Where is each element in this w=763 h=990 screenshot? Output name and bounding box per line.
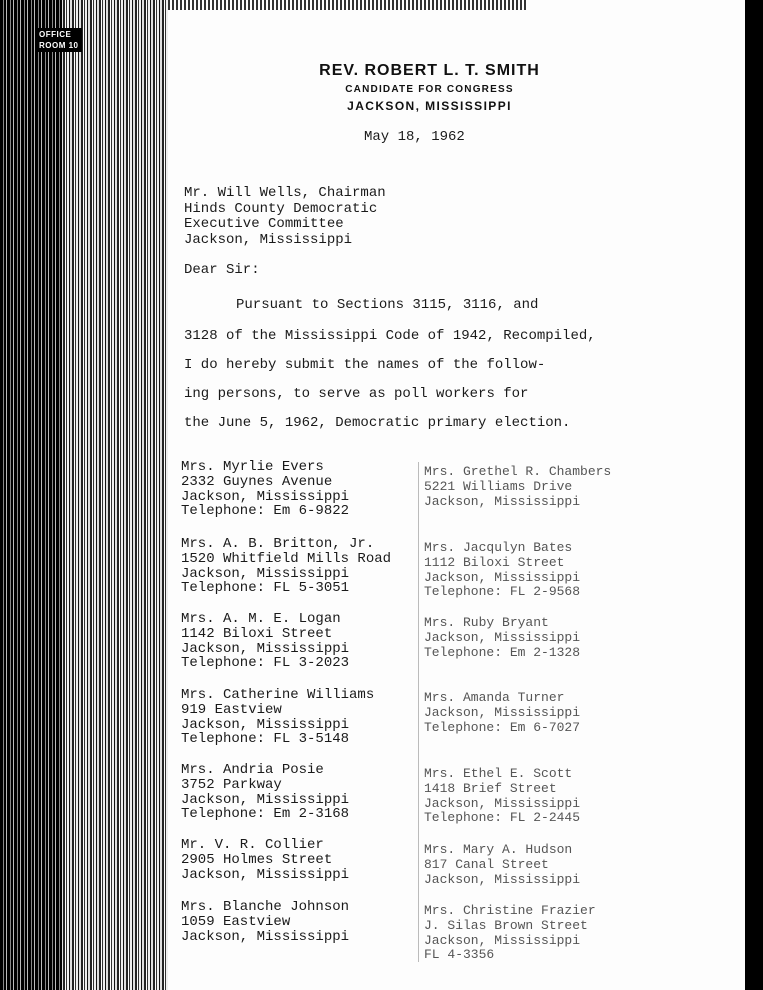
worker-street: 919 Eastview — [181, 701, 282, 718]
worker-city: Jackson, Mississippi — [424, 795, 581, 811]
worker-phone: Telephone: Em 6-9822 — [181, 503, 350, 520]
recipient-line: Executive Committee — [184, 216, 344, 232]
letterhead-title: CANDIDATE FOR CONGRESS — [345, 84, 514, 95]
worker-name: Mrs. Ruby Bryant — [424, 615, 549, 630]
letterhead-name: REV. ROBERT L. T. SMITH — [319, 62, 540, 79]
poll-worker-entry — [424, 541, 580, 600]
worker-name: Mrs. Grethel R. Chambers — [424, 464, 612, 479]
worker-name: Mrs. A. B. Britton, Jr. — [181, 536, 375, 552]
worker-city: Jackson, Mississippi — [424, 871, 581, 887]
poll-worker-entry — [424, 904, 596, 963]
stamp-line-1: OFFICE — [39, 30, 72, 39]
worker-city: Jackson, Mississippi — [181, 565, 350, 582]
worker-city: Jackson, Mississippi — [181, 791, 350, 808]
worker-name: Mrs. Mary A. Hudson — [424, 842, 573, 857]
poll-worker-entry — [424, 843, 580, 887]
worker-street: 3752 Parkway — [181, 776, 282, 793]
worker-street: 1112 Biloxi Street — [424, 554, 565, 570]
worker-phone: Telephone: FL 3-5148 — [181, 731, 350, 748]
worker-name: Mr. V. R. Collier — [181, 837, 324, 853]
poll-worker-entry — [181, 537, 391, 596]
worker-street: 5221 Williams Drive — [424, 478, 573, 494]
body-line: I do hereby submit the names of the follow- — [184, 357, 546, 373]
worker-street: 817 Canal Street — [424, 856, 549, 872]
worker-city: Jackson, Mississippi — [424, 629, 581, 645]
worker-name: Mrs. Christine Frazier — [424, 903, 596, 918]
worker-city: Jackson, Mississippi — [424, 704, 581, 720]
worker-street: 1142 Biloxi Street — [181, 625, 333, 642]
worker-street: 1418 Brief Street — [424, 780, 557, 796]
salutation: Dear Sir: — [184, 262, 260, 278]
scan-artifact-left-edge — [0, 0, 62, 990]
worker-city: Jackson, Mississippi — [424, 569, 581, 585]
worker-street: 1059 Eastview — [181, 913, 291, 930]
worker-phone: Telephone: Em 2-3168 — [181, 806, 350, 823]
worker-name: Mrs. Amanda Turner — [424, 690, 565, 705]
worker-name: Mrs. A. M. E. Logan — [181, 611, 341, 627]
worker-city: Jackson, Mississippi — [181, 928, 350, 945]
worker-street: J. Silas Brown Street — [424, 917, 588, 933]
recipient-address — [184, 186, 386, 248]
poll-worker-entry — [181, 612, 349, 671]
worker-phone: Telephone: Em 6-7027 — [424, 719, 581, 735]
body-line: Pursuant to Sections 3115, 3116, and — [236, 297, 539, 313]
worker-city: Jackson, Mississippi — [181, 488, 350, 505]
letterhead-location: JACKSON, MISSISSIPPI — [347, 99, 512, 113]
office-stamp — [36, 28, 82, 52]
worker-city: Jackson, Mississippi — [181, 866, 350, 883]
stamp-line-2: ROOM 10 — [39, 41, 79, 50]
worker-street: 1520 Whitfield Mills Road — [181, 550, 392, 567]
worker-name: Mrs. Catherine Williams — [181, 687, 375, 703]
worker-street: 2332 Guynes Avenue — [181, 473, 333, 490]
worker-name: Mrs. Blanche Johnson — [181, 899, 350, 915]
body-line: 3128 of the Mississippi Code of 1942, Recompiled, — [184, 328, 596, 344]
worker-phone: Telephone: FL 2-9568 — [424, 584, 581, 600]
worker-city: Jackson, Mississippi — [424, 932, 581, 948]
letter-date: May 18, 1962 — [364, 129, 465, 145]
worker-city: Jackson, Mississippi — [181, 716, 350, 733]
poll-worker-entry — [181, 900, 349, 944]
worker-city: Jackson, Mississippi — [424, 493, 581, 509]
worker-street: 2905 Holmes Street — [181, 851, 333, 868]
poll-worker-entry — [181, 460, 349, 519]
worker-name: Mrs. Jacqulyn Bates — [424, 540, 573, 555]
worker-name: Mrs. Myrlie Evers — [181, 459, 324, 475]
body-line: ing persons, to serve as poll workers for — [184, 386, 529, 402]
poll-worker-entry — [181, 838, 349, 882]
worker-name: Mrs. Ethel E. Scott — [424, 766, 573, 781]
poll-worker-entry — [424, 616, 580, 660]
poll-worker-entry — [424, 465, 611, 509]
scan-artifact-right — [745, 0, 763, 990]
body-line: the June 5, 1962, Democratic primary election. — [184, 415, 571, 431]
recipient-line: Mr. Will Wells, Chairman — [184, 185, 386, 201]
worker-phone: Telephone: FL 5-3051 — [181, 580, 350, 597]
worker-phone: Telephone: Em 2-1328 — [424, 644, 581, 660]
worker-phone: Telephone: FL 2-2445 — [424, 810, 581, 826]
worker-city: Jackson, Mississippi — [181, 640, 350, 657]
scan-artifact-top — [168, 0, 528, 10]
worker-phone: Telephone: FL 3-2023 — [181, 655, 350, 672]
poll-worker-entry — [181, 688, 374, 747]
poll-worker-entry — [181, 763, 349, 822]
worker-name: Mrs. Andria Posie — [181, 762, 324, 778]
worker-phone: FL 4-3356 — [424, 947, 495, 963]
recipient-line: Jackson, Mississippi — [184, 231, 353, 248]
poll-worker-entry — [424, 691, 580, 735]
column-divider — [418, 462, 419, 962]
poll-worker-entry — [424, 767, 580, 826]
recipient-line: Hinds County Democratic — [184, 200, 378, 217]
